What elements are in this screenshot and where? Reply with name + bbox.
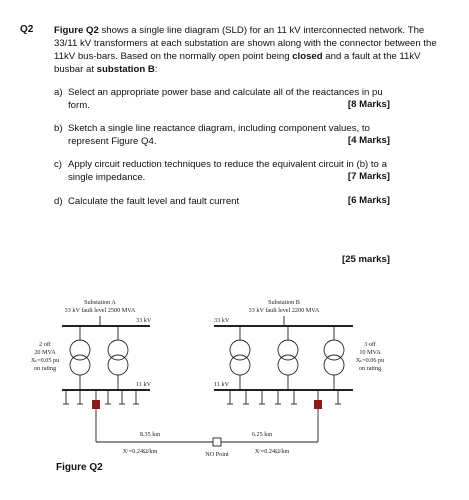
feeders-11kv-a bbox=[63, 390, 139, 404]
part-letter: b) bbox=[54, 123, 63, 134]
figure-caption: Figure Q2 bbox=[56, 462, 103, 473]
sub-a-fault: 33 kV fault level 2500 MVA bbox=[64, 307, 136, 314]
label-33kv-a: 33 kV bbox=[136, 317, 152, 324]
intro-text-end: : bbox=[154, 64, 158, 76]
label-11kv-b: 11 kV bbox=[214, 381, 230, 388]
tx-b-line-3: Xₜ=0.06 pu bbox=[355, 357, 385, 364]
intro-text-2: and a fault at the 11kV busbar at bbox=[54, 51, 421, 76]
part-text: Sketch a single line reactance diagram, including component values, to represent Figure Q4. bbox=[68, 123, 370, 148]
transformer-a1 bbox=[70, 326, 90, 390]
part-marks: [8 Marks] bbox=[347, 99, 390, 110]
normally-open-point bbox=[213, 438, 221, 446]
tx-b-line-2: 10 MVA bbox=[359, 349, 381, 356]
part-letter: a) bbox=[54, 87, 63, 98]
label-33kv-b: 33 kV bbox=[214, 317, 230, 324]
intro-text-1: shows a single line diagram (SLD) for an 11 kV interconnected network. The 33/11 kV transformers at each substation are shown along with the connector between the 11kV bus-bars. Based on the normally open point being bbox=[54, 25, 437, 63]
cable-b-reactance: Xᶜ=0.24Ω/km bbox=[254, 448, 290, 455]
nop-label: NO Point bbox=[205, 451, 229, 458]
transformer-b1 bbox=[230, 326, 250, 390]
label-11kv-a: 11 kV bbox=[136, 381, 152, 388]
tx-a-line-2: 20 MVA bbox=[34, 349, 56, 356]
part-text: Apply circuit reduction techniques to reduce the equivalent circuit in (b) to a single impedance. bbox=[68, 159, 387, 184]
transformer-a2 bbox=[108, 326, 128, 390]
part-marks: [6 Marks] bbox=[347, 195, 390, 206]
tx-a-line-3: Xₜ=0.05 pu bbox=[30, 357, 60, 364]
interconnector bbox=[96, 390, 318, 442]
intro-bold-figure: Figure Q2 bbox=[54, 25, 99, 36]
sub-b-fault: 33 kV fault level 2200 MVA bbox=[248, 307, 320, 314]
cable-a-reactance: Xᶜ=0.24Ω/km bbox=[122, 448, 158, 455]
circuit-breaker-b bbox=[314, 400, 322, 409]
tx-a-line-1: 2 off bbox=[39, 341, 51, 348]
part-marks: [7 Marks] bbox=[347, 171, 390, 182]
cable-a-length: 8.35 km bbox=[139, 431, 161, 438]
question-number: Q2 bbox=[20, 24, 34, 35]
sub-a-title: Substation A bbox=[84, 299, 116, 306]
intro-bold-closed: closed bbox=[292, 51, 323, 63]
part-letter: d) bbox=[54, 196, 63, 207]
intro-bold-substation: substation B bbox=[96, 64, 155, 76]
total-marks: [25 marks] bbox=[342, 254, 390, 265]
cable-b-length: 6.25 km bbox=[251, 431, 273, 438]
part-marks: [4 Marks] bbox=[347, 135, 390, 146]
tx-b-line-1: 3 off bbox=[364, 341, 376, 348]
tx-b-line-4: on rating bbox=[358, 365, 382, 372]
transformer-b3 bbox=[324, 326, 344, 390]
part-text: Calculate the fault level and fault current bbox=[68, 196, 240, 207]
circuit-breaker-a bbox=[92, 400, 100, 409]
tx-a-line-4: on rating bbox=[33, 365, 57, 372]
transformer-b2 bbox=[278, 326, 298, 390]
feeders-11kv-b bbox=[227, 390, 341, 404]
part-text: Select an appropriate power base and calculate all of the reactances in pu form. bbox=[68, 87, 383, 112]
sub-b-title: Substation B bbox=[268, 299, 300, 306]
part-letter: c) bbox=[54, 159, 62, 170]
